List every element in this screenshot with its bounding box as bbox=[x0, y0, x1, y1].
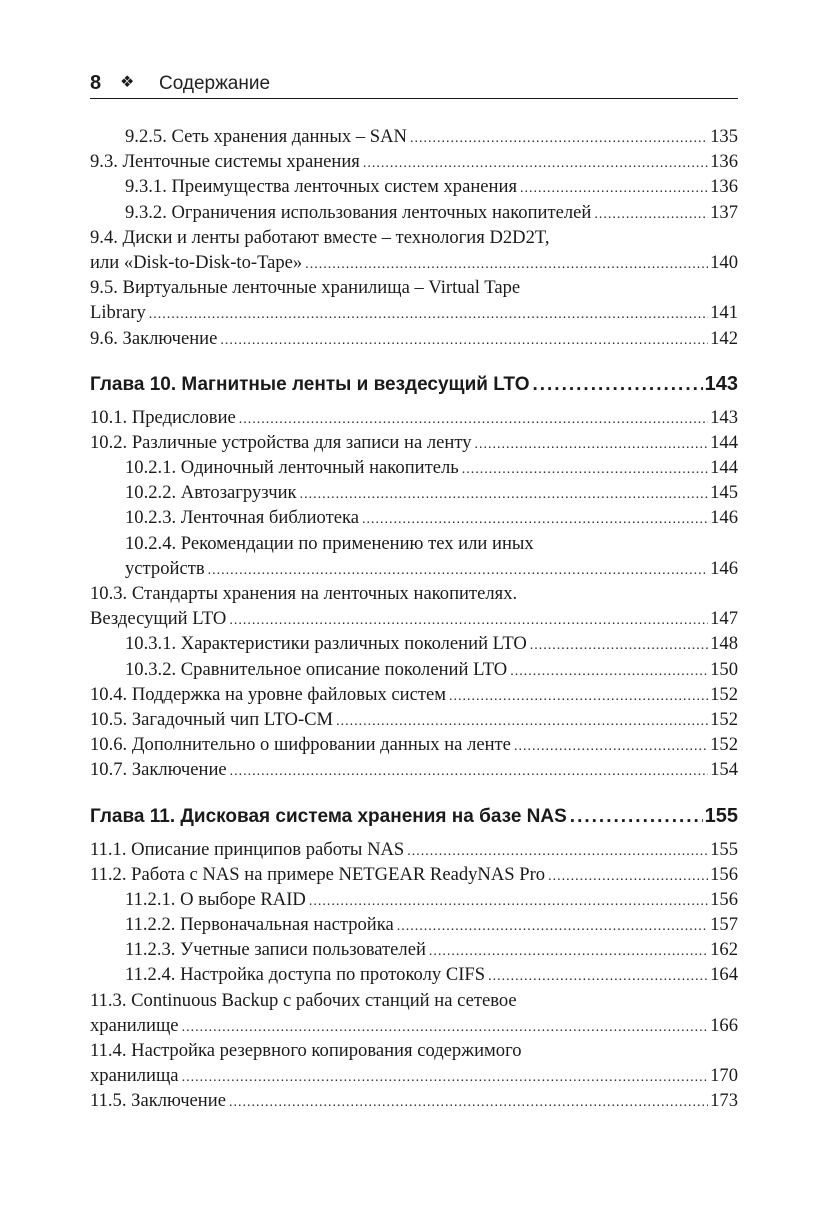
toc-entry[interactable] bbox=[90, 1013, 738, 1038]
dot-leader bbox=[182, 1063, 709, 1090]
toc-entry[interactable] bbox=[90, 250, 738, 275]
toc-entry-line1[interactable]: 10.2.4. Рекомендации по применению тех или иных bbox=[125, 532, 534, 554]
toc-entry-page: 156 bbox=[710, 863, 738, 885]
toc-entry-page: 166 bbox=[710, 1014, 738, 1036]
toc-entry-page: 136 bbox=[710, 176, 738, 198]
toc-entry-page: 152 bbox=[710, 708, 738, 730]
toc-entry-title: 10.5. Загадочный чип LTO-CM bbox=[90, 708, 334, 730]
toc-entry-page: 145 bbox=[710, 482, 738, 504]
dot-leader bbox=[229, 1088, 708, 1115]
toc-entry-line1[interactable]: 11.3. Continuous Backup с рабочих станций на сетевое bbox=[90, 989, 517, 1011]
toc-entry-title: 11.2.4. Настройка доступа по протоколу CIFS bbox=[125, 964, 486, 986]
toc-entry-title: хранилище bbox=[90, 1014, 179, 1036]
dot-leader bbox=[336, 707, 708, 734]
dot-leader bbox=[570, 800, 703, 834]
toc-entry-title: 10.2.2. Автозагрузчик bbox=[125, 482, 297, 504]
dot-leader bbox=[488, 962, 708, 989]
toc-entry-title: 11.1. Описание принципов работы NAS bbox=[90, 838, 405, 860]
chapter-title: Глава 11. Дисковая система хранения на базе NAS bbox=[90, 805, 567, 827]
toc-entry-page: 143 bbox=[710, 406, 738, 428]
toc-entry-title: Вездесущий LTO bbox=[90, 608, 227, 630]
dot-leader bbox=[362, 505, 708, 532]
dot-leader bbox=[548, 862, 708, 889]
dot-leader bbox=[239, 405, 708, 432]
toc-entry-title: 11.2. Работа с NAS на примере NETGEAR ReadyNAS Pro bbox=[90, 863, 546, 885]
toc-entry[interactable] bbox=[90, 657, 738, 682]
dot-leader bbox=[475, 430, 709, 457]
toc-entry-title: 11.5. Заключение bbox=[90, 1090, 226, 1112]
toc-entry-page: 137 bbox=[710, 201, 738, 223]
dot-leader bbox=[149, 300, 708, 327]
toc-entry-line1[interactable]: 9.4. Диски и ленты работают вместе – технология D2D2T, bbox=[90, 226, 550, 248]
toc-entry-title: 10.4. Поддержка на уровне файловых систем bbox=[90, 683, 447, 705]
toc-entry-title: 9.3.2. Ограничения использования ленточных накопителей bbox=[125, 201, 592, 223]
dot-leader bbox=[462, 455, 708, 482]
toc-entry[interactable] bbox=[90, 300, 738, 325]
toc-entry-title: 9.3.1. Преимущества ленточных систем хранения bbox=[125, 176, 517, 198]
toc-entry-title: 10.3.2. Сравнительное описание поколений LTO bbox=[125, 658, 508, 680]
toc-entry-page: 146 bbox=[710, 557, 738, 579]
toc-entry[interactable] bbox=[90, 455, 738, 480]
toc-entry-page: 152 bbox=[710, 734, 738, 756]
dot-leader bbox=[510, 657, 708, 684]
toc-entry-page: 147 bbox=[710, 608, 738, 630]
page-number: 8 bbox=[90, 72, 102, 94]
toc-entry[interactable] bbox=[90, 405, 738, 430]
toc-entry-title: 9.2.5. Сеть хранения данных – SAN bbox=[125, 126, 407, 147]
toc-entry-page: 148 bbox=[710, 633, 738, 655]
chapter-heading[interactable] bbox=[90, 799, 738, 833]
toc-entry-page: 135 bbox=[710, 126, 738, 147]
dot-leader bbox=[449, 682, 708, 709]
toc-entry-page: 144 bbox=[710, 431, 738, 453]
toc-entry[interactable] bbox=[90, 937, 738, 962]
toc-entry[interactable] bbox=[90, 912, 738, 937]
toc-entry-title: 10.1. Предисловие bbox=[90, 406, 236, 428]
toc-entry[interactable] bbox=[90, 1063, 738, 1088]
toc-entry-page: 141 bbox=[710, 302, 738, 324]
toc-entry-title: 10.2. Различные устройства для записи на ленту bbox=[90, 431, 472, 453]
dot-leader bbox=[220, 326, 708, 353]
toc-entry[interactable] bbox=[90, 174, 738, 199]
dot-leader bbox=[410, 124, 708, 151]
toc-entry-title: 10.7. Заключение bbox=[90, 759, 227, 781]
toc-entry[interactable] bbox=[90, 430, 738, 455]
toc-entry[interactable] bbox=[90, 480, 738, 505]
toc-entry-page: 144 bbox=[710, 457, 738, 479]
toc-entry-page: 146 bbox=[710, 507, 738, 529]
toc-entry[interactable] bbox=[90, 682, 738, 707]
toc-entry[interactable] bbox=[90, 631, 738, 656]
dot-leader bbox=[520, 174, 708, 201]
dot-leader bbox=[208, 556, 709, 583]
chapter-heading[interactable] bbox=[90, 367, 738, 401]
toc-entry-page: 152 bbox=[710, 683, 738, 705]
toc-entry[interactable] bbox=[90, 200, 738, 225]
chapter-title: Глава 10. Магнитные ленты и вездесущий LTO bbox=[90, 373, 530, 395]
running-header bbox=[90, 70, 738, 99]
toc-entry-page: 155 bbox=[710, 838, 738, 860]
toc-entry[interactable] bbox=[90, 124, 738, 149]
toc-entry-line1[interactable]: 9.5. Виртуальные ленточные хранилища – Virtual Tape bbox=[90, 277, 521, 299]
toc-entry-title: Library bbox=[90, 302, 146, 324]
toc-entry-title: 11.2.1. О выборе RAID bbox=[125, 888, 306, 910]
toc-entry[interactable] bbox=[90, 707, 738, 732]
toc-entry-page: 162 bbox=[710, 939, 738, 961]
chapter-page: 143 bbox=[704, 372, 738, 395]
toc-entry[interactable] bbox=[90, 606, 738, 631]
toc-entry-title: 10.2.1. Одиночный ленточный накопитель bbox=[125, 457, 459, 479]
toc-entry[interactable] bbox=[90, 837, 738, 862]
toc-entry-title: 10.6. Дополнительно о шифровании данных на ленте bbox=[90, 734, 511, 756]
dot-leader bbox=[530, 631, 708, 658]
dot-leader bbox=[514, 732, 708, 759]
toc-entry[interactable] bbox=[90, 556, 738, 581]
dot-leader bbox=[429, 937, 708, 964]
toc-entry[interactable] bbox=[90, 757, 738, 782]
toc-entry-page: 156 bbox=[710, 888, 738, 910]
chapter-page: 155 bbox=[704, 804, 738, 827]
toc-entry-title: или «Disk-to-Disk-to-Tape» bbox=[90, 251, 303, 273]
dot-leader bbox=[300, 480, 709, 507]
dot-leader bbox=[182, 1013, 709, 1040]
toc-entry-page: 142 bbox=[710, 327, 738, 349]
toc-entry[interactable] bbox=[90, 887, 738, 912]
toc-entry[interactable] bbox=[90, 149, 738, 174]
dot-leader bbox=[309, 887, 708, 914]
toc-entry-page: 150 bbox=[710, 658, 738, 680]
dot-leader bbox=[397, 912, 708, 939]
toc-entry[interactable] bbox=[90, 1088, 738, 1113]
toc-entry-page: 173 bbox=[710, 1090, 738, 1112]
toc-entry-page: 154 bbox=[710, 759, 738, 781]
dot-leader bbox=[230, 757, 708, 784]
toc-entry-line1[interactable]: 10.3. Стандарты хранения на ленточных накопителях. bbox=[90, 583, 518, 604]
dot-leader bbox=[594, 200, 708, 227]
toc-entry[interactable] bbox=[90, 862, 738, 887]
header-title: Содержание bbox=[159, 73, 271, 94]
toc-entry-title: 11.2.3. Учетные записи пользователей bbox=[125, 939, 426, 961]
dot-leader bbox=[532, 368, 702, 402]
table-of-contents bbox=[90, 124, 738, 1114]
toc-entry-title: 9.3. Ленточные системы хранения bbox=[90, 151, 360, 173]
dot-leader bbox=[407, 837, 708, 864]
toc-entry-title: 11.2.2. Первоначальная настройка bbox=[125, 914, 394, 936]
toc-entry-page: 140 bbox=[710, 251, 738, 273]
toc-entry-page: 164 bbox=[710, 964, 738, 986]
dot-leader bbox=[305, 250, 708, 277]
dot-leader bbox=[363, 149, 708, 176]
toc-entry-title: устройств bbox=[125, 557, 205, 579]
toc-entry[interactable] bbox=[90, 732, 738, 757]
toc-entry-title: 10.3.1. Характеристики различных поколений LTO bbox=[125, 633, 527, 655]
toc-entry-title: хранилища bbox=[90, 1065, 179, 1087]
toc-entry-title: 9.6. Заключение bbox=[90, 327, 218, 349]
toc-entry-title: 10.2.3. Ленточная библиотека bbox=[125, 507, 359, 529]
dot-leader bbox=[229, 606, 708, 633]
toc-entry-page: 136 bbox=[710, 151, 738, 173]
ornament-icon: ❖ bbox=[120, 72, 135, 91]
toc-entry[interactable] bbox=[90, 962, 738, 987]
toc-entry-page: 157 bbox=[710, 914, 738, 936]
toc-entry-line1[interactable]: 11.4. Настройка резервного копирования содержимого bbox=[90, 1040, 522, 1061]
toc-entry-page: 170 bbox=[710, 1065, 738, 1087]
toc-entry[interactable] bbox=[90, 326, 738, 351]
toc-entry[interactable] bbox=[90, 505, 738, 530]
